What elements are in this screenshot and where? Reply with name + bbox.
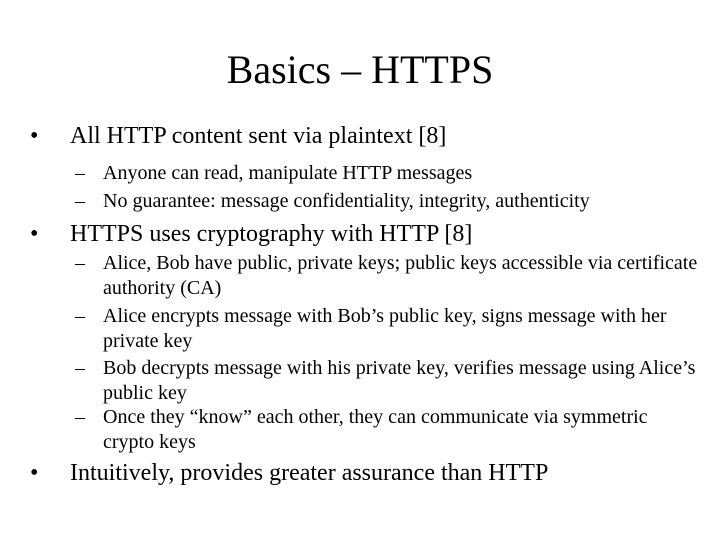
- bullet-text: HTTPS uses cryptography with HTTP [8]: [70, 221, 473, 247]
- bullet-marker: •: [30, 460, 39, 486]
- dash-marker: –: [75, 305, 85, 327]
- dash-marker: –: [75, 162, 85, 184]
- dash-marker: –: [75, 252, 85, 274]
- bullet-marker: •: [30, 123, 39, 149]
- subbullet-text: Once they “know” each other, they can communicate via symmetric crypto keys: [103, 406, 648, 453]
- bullet-text: Intuitively, provides greater assurance than HTTP: [70, 460, 549, 486]
- dash-marker: –: [75, 357, 85, 379]
- subbullet-text: No guarantee: message confidentiality, integrity, authenticity: [103, 190, 590, 212]
- bullet-marker: •: [30, 221, 39, 247]
- subbullet-text: Alice, Bob have public, private keys; public keys accessible via certificate authority (CA): [103, 252, 698, 299]
- subbullet-text: Bob decrypts message with his private key, verifies message using Alice’s public key: [103, 357, 696, 404]
- bullet-text: All HTTP content sent via plaintext [8]: [70, 123, 447, 149]
- subbullet-text: Anyone can read, manipulate HTTP messages: [103, 162, 473, 184]
- dash-marker: –: [75, 406, 85, 428]
- subbullet-text: Alice encrypts message with Bob’s public key, signs message with her private key: [103, 305, 667, 352]
- dash-marker: –: [75, 190, 85, 212]
- slide-title: Basics – HTTPS: [226, 47, 494, 92]
